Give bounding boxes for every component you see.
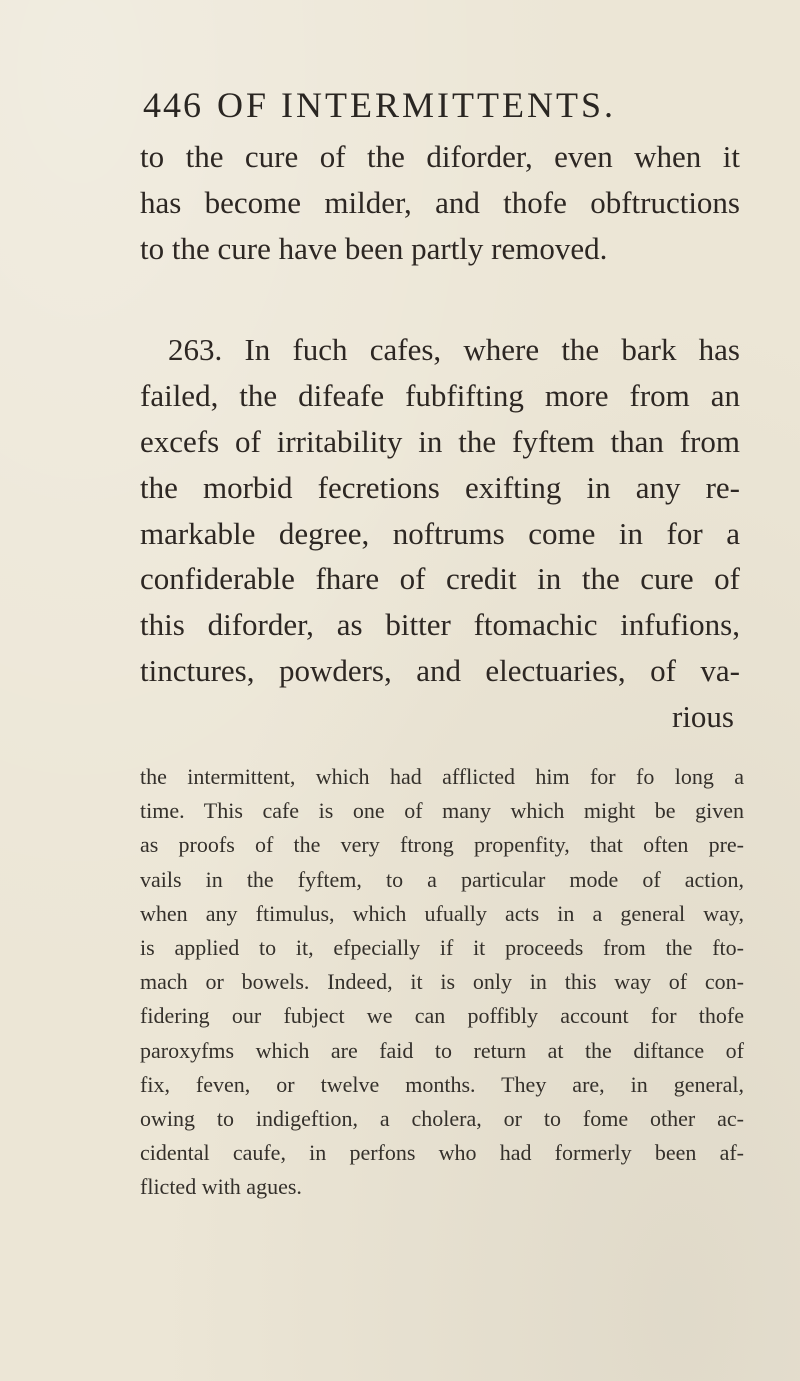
- main-text-line: tinctures, powders, and electuaries, of va-: [140, 652, 740, 688]
- main-text-line: the morbid fecretions exifting in any re-: [140, 469, 740, 505]
- footnote-line: as proofs of the very ftrong propenfity, that often pre-: [140, 832, 744, 858]
- footnote: [140, 760, 744, 1204]
- main-text: [140, 134, 740, 740]
- footnote-line: paroxyfms which are faid to return at the diftance of: [140, 1037, 744, 1063]
- main-text-line: 263. In fuch cafes, where the bark has: [168, 332, 740, 368]
- footnote-line: when any ftimulus, which ufually acts in a general way,: [140, 900, 744, 926]
- footnote-line: vails in the fyftem, to a particular mode of action,: [140, 866, 744, 892]
- footnote-line: owing to indigeftion, a cholera, or to fome other ac-: [140, 1105, 744, 1131]
- footnote-line: time. This cafe is one of many which might be given: [140, 798, 744, 824]
- main-text-line: has become milder, and thofe obftructions: [140, 184, 740, 220]
- footnote-line: fidering our fubject we can poffibly account for thofe: [140, 1003, 744, 1029]
- main-text-line: this diforder, as bitter ftomachic infufions,: [140, 607, 740, 643]
- main-text-line: confiderable fhare of credit in the cure of: [140, 561, 740, 597]
- paragraph-gap: [140, 271, 740, 327]
- main-text-line: to the cure of the diforder, even when it: [140, 139, 740, 174]
- footnote-line: fix, feven, or twelve months. They are, in general,: [140, 1071, 744, 1097]
- catchword: rious: [672, 698, 734, 734]
- footnote-line: the intermittent, which had afflicted him for fo long a: [140, 764, 744, 789]
- footnote-line: flicted with agues.: [140, 1174, 302, 1200]
- page-number: 446: [143, 85, 203, 125]
- running-title: OF INTERMITTENTS.: [217, 85, 616, 125]
- running-head: [143, 80, 743, 130]
- main-text-line: markable degree, noftrums come in for a: [140, 515, 740, 551]
- main-text-line: failed, the difeafe fubfifting more from an: [140, 378, 740, 414]
- main-text-line: to the cure have been partly removed.: [140, 230, 608, 266]
- footnote-line: cidental caufe, in perfons who had formerly been af-: [140, 1140, 744, 1166]
- footnote-line: mach or bowels. Indeed, it is only in this way of con-: [140, 969, 744, 995]
- footnote-line: is applied to it, efpecially if it proceeds from the fto-: [140, 934, 744, 960]
- main-text-line: excefs of irritability in the fyftem than from: [140, 423, 740, 459]
